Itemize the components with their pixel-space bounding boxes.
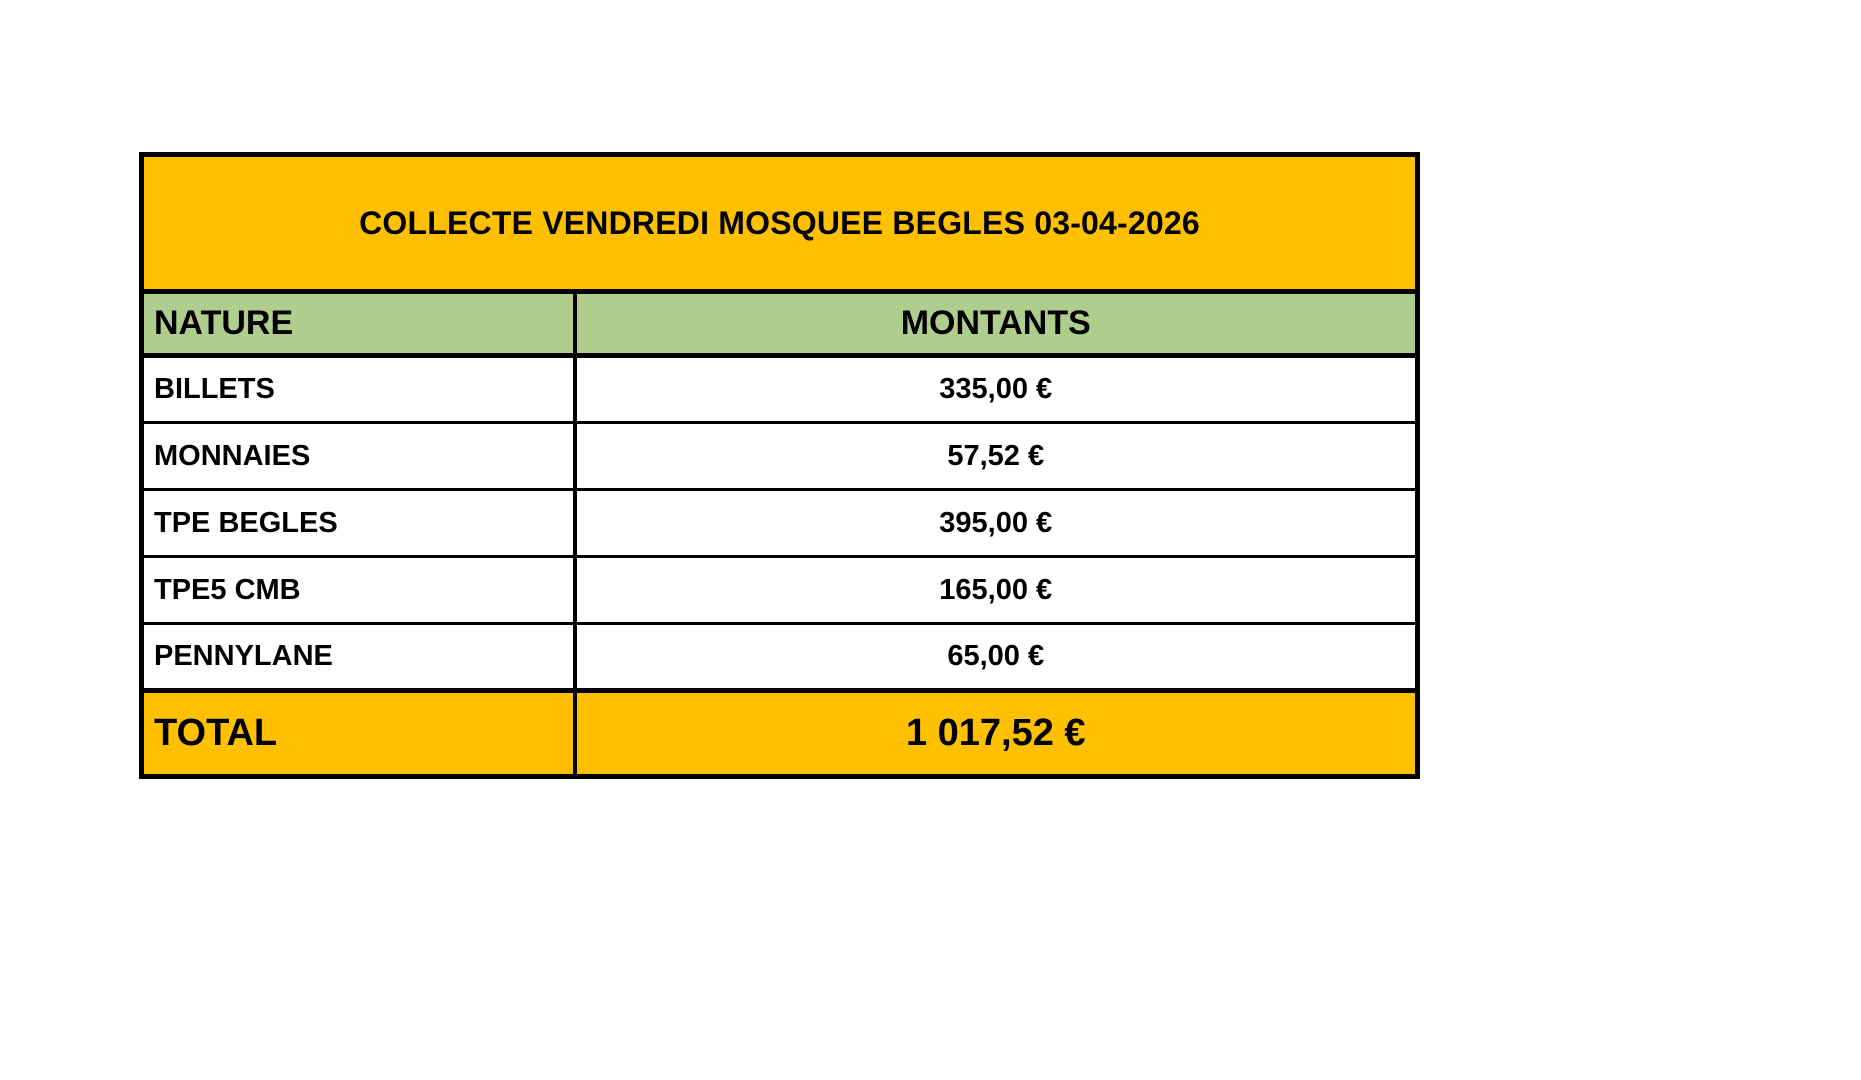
- table-total-row: [142, 691, 1418, 777]
- table-title-row: [142, 155, 1418, 292]
- cell-montant: 65,00 €: [575, 624, 1418, 691]
- cell-montant: 335,00 €: [575, 356, 1418, 423]
- cell-montant: 165,00 €: [575, 557, 1418, 624]
- total-label: TOTAL: [142, 691, 575, 777]
- collection-summary-table: [139, 152, 1420, 779]
- column-header-montants: MONTANTS: [575, 292, 1418, 356]
- cell-nature: TPE BEGLES: [142, 490, 575, 557]
- column-header-nature: NATURE: [142, 292, 575, 356]
- cell-montant: 395,00 €: [575, 490, 1418, 557]
- cell-nature: PENNYLANE: [142, 624, 575, 691]
- cell-nature: TPE5 CMB: [142, 557, 575, 624]
- table-row: [142, 356, 1418, 423]
- table-row: [142, 624, 1418, 691]
- table-header-row: [142, 292, 1418, 356]
- table-title: COLLECTE VENDREDI MOSQUEE BEGLES 03-04-2026: [142, 155, 1418, 292]
- cell-nature: MONNAIES: [142, 423, 575, 490]
- table-row: [142, 557, 1418, 624]
- cell-nature: BILLETS: [142, 356, 575, 423]
- total-value: 1 017,52 €: [575, 691, 1418, 777]
- table-row: [142, 490, 1418, 557]
- table-row: [142, 423, 1418, 490]
- cell-montant: 57,52 €: [575, 423, 1418, 490]
